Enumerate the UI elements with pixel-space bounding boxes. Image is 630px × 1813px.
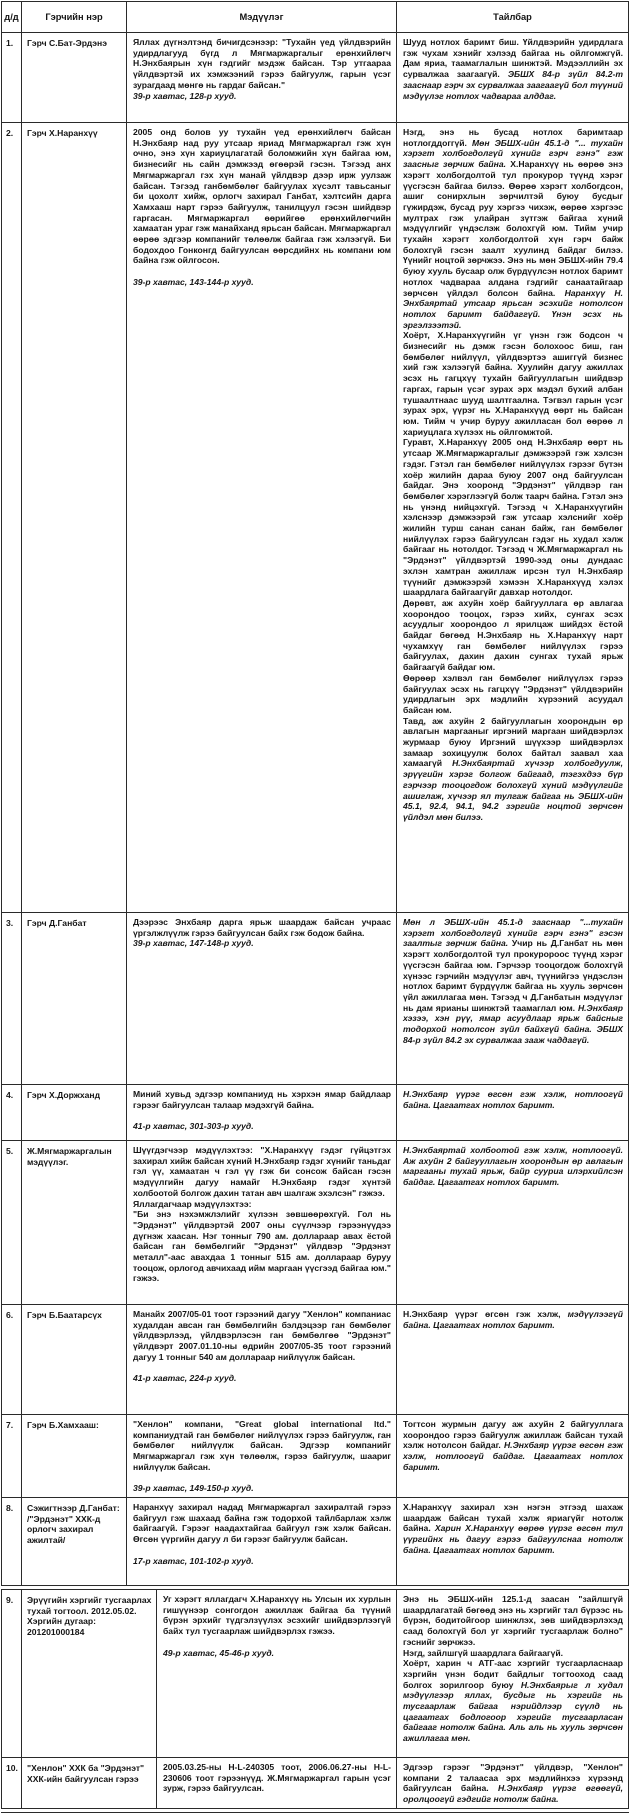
paragraph [133, 1110, 391, 1121]
comment-cell [397, 1085, 628, 1140]
comment-cell [397, 1498, 628, 1585]
paragraph: Н.Энхбаяр үүрэг өгсөн гэж хэлж, нотлоогүй байна. Цагаатгах нотлох баримт. [403, 1089, 623, 1110]
paragraph: 2005.03.25-ны H-L-240305 тоот, 2006.06.27-ны H-L-230606 тоот гэрээнүүд. Ж.Мягмаржаргал гарын үсэг зурж, гэрээ байгуулсан. [163, 1762, 391, 1794]
testimony-cell [127, 1305, 396, 1414]
paragraph: Энэ нь ЭБШХ-ийн 125.1-д заасан "зайлшгүй шаардлагатай бөгөөд энэ нь хэргийг тал бүрээс нь бүрэн, бодитойгоор шинжлэх, зөв шийдвэрлэхэд саад болохгүй бол уг хэргийг тусгаарлаж болно" гэснийг зөрчжээ. [403, 1594, 623, 1647]
testimony-cell [157, 1758, 396, 1808]
row-number: 3. [2, 913, 21, 1084]
comment-cell [397, 1758, 628, 1808]
paragraph: Шууд нотлох баримт биш. Үйлдвэрийн удирдлага гэж чухам хэнийг хэлээд байгаа нь ойлгомжгүй. Дам яриа, таамаглалын шинжтэй. Мэдээллийн эх сурвалжаа заагаагүй. ЭБШХ 84-р зүйл 84.2-т зааснаар гэрч эх сурвалжаа заагаагүй бол түүний мэдүүлэг нотлох чадвараа алддаг. [403, 37, 623, 101]
evidence-table-rows-1-8 [1, 1, 629, 1586]
paragraph [133, 266, 391, 277]
header-testimony: Мэдүүлэг [127, 2, 396, 32]
paragraph: Нэгд, зайлшгүй шаардлага байгаагүй. [403, 1647, 564, 1658]
header-num: д/д [2, 2, 21, 32]
paragraph: Эдгээр гэрээг "Эрдэнэт" үйлдвэр, "Хенлон" компани 2 талаасаа эрх мэдлийнхээ хүрээнд байгуулсан байна. Н.Энхбаяр үүрэг өгөөгүй, оролцоогүй гэдгийг нотолж байна. [403, 1762, 623, 1805]
testimony-cell [127, 1141, 396, 1304]
paragraph [133, 1363, 391, 1374]
testimony-cell [127, 33, 396, 122]
paragraph: Тавд, аж ахуйн 2 байгууллагын хоорондын өр авлагын маргааныг иргэний маргаан шийдвэрлэх журмаар буюу Иргэний шүүхээр шийдвэрлэх замаар зохицуулж болох байтал заавал хаа хамаагүй Н.Энхбаяртай хүчээр холбогдуулж, эрүүгийн хэрэг болгож байгаад, тэгэхдээ бүр гэрчээр тооцогдож болохгүй хүний мэдүүлгийг ашиглаж, хүчээр ял тулгаж байгаа нь ЭБШХ-ийн 45.1, 92.4, 94.1, 94.2 зэргийг ноцтой зөрчсөн үйлдэл мөн билээ. [403, 715, 623, 822]
comment-cell [397, 1415, 628, 1497]
row-number: 10. [2, 1758, 21, 1808]
paragraph [163, 1637, 391, 1648]
witness-name: Гэрч Х.Наранхүү [22, 123, 126, 912]
paragraph: Н.Энхбаяр үүрэг өгсөн гэж хэлж, мэдүүлээгүй байна. Цагаатгах нотлох баримт. [403, 1309, 623, 1330]
paragraph: Яллагдагчаар мэдүүлэхтээ: [133, 1198, 252, 1209]
paragraph: Гуравт, Х.Наранхүү 2005 онд Н.Энхбаяр өөрт нь утсаар Ж.Мягмаржаргалыг дэмжээрэй гэж хэлсэн гэдэг. Гэтэл ган бөмбөлөг нийлүүлэх гэрээг бүтэн хоёр жилийн дараа буюу 2007 онд байгуулсан байдаг. Энэ хооронд "Эрдэнэт" үйлдвэр ган бөмбөлөг хэрэглээгүй болж таарч байна. Гэтэл энэ нь үнэнд нийцэхгүй. Тэгээд ч Х.Наранхүүгийн хэлснээр дэмжээрэй гэж утсаар хэлснийг хоёр жилийн турш санан санан байж, ган бөмбөлөг нийлүүлэх гэрээ байгуулсан гэдэг нь худал хэлж байгааг нь нотолдог. Тэгээд ч Ж.Мягмаржаргал нь "Эрдэнэт" үйлдвэртэй 1990-ээд оны дундаас эхлэн хамтран ажиллаж ирсэн тул Н.Энхбаяр түүнийг дэмжээрэй хэмээн Х.Наранхүүд хэлэх шаардлага байгаагүйг давхар нотолдог. [403, 437, 623, 598]
witness-name: Ж.Мягмаржаргалын мэдүүлэг. [22, 1141, 126, 1304]
paragraph: Яллах дүгнэлтэнд бичигдсэнээр: "Тухайн үед үйлдвэрийн удирдлагууд бүгд л Мягмаржаргалыг ерөнхийлөгч Н.Энхбаярын хүн гэдгийг мэдэж байсан. Тэр утгаараа үйлдвэртэй их хэмжээний гэрээ байгуулж, гарын үсэг зурагдаад мөнгө нь гардаг байсан." [133, 37, 391, 90]
witness-name: Гэрч Д.Ганбат [22, 913, 126, 1084]
paragraph: 2005 онд болов уу тухайн үед ерөнхийлөгч байсан Н.Энхбаяр над руу утсаар яриад Мягмаржаргал гэж хүн очно, энэ хүн хариуцлагатай боломжийн хүн байгаа юм, бизнесийг нь сайн дэмжээд өгөөрэй гэсэн. Тэгээд анх Мягмаржаргал гэх хүн манай үйлдвэр дээр ирж уулзаж байсан. Тэгээд ганбөмбөлөг байгуулах хүсэлт тавьсаныг би цохолт хийж, орлогч захирал Ганбат, хэлтсийн дарга Хамхааш нарт гэрээ байгуулж, танилцуул гэсэн шийдвэр гаргасан. Мягмаржаргал өөрийгөө ерөнхийлөгчийн хамаатан ураг гэж манайханд ярьсан байсан. Мягмаржаргал өөрөө эдгээр компанийг төлөөлж байгаа гэж хэлээгүй. Би бодохдоо Гонконгд байгуулсан өөрсдийнх нь компани юм байна гэж ойлгосон. [133, 127, 391, 266]
paragraph: Дээрээс Энхбаяр дарга ярьж шаардаж байсан учраас үргэлжлүүлж гэрээ байгуулсан байх гэж бодож байна. [133, 917, 391, 938]
row-number: 4. [2, 1085, 21, 1140]
row-number: 7. [2, 1415, 21, 1497]
row-number: 6. [2, 1305, 21, 1414]
row-number: 1. [2, 33, 21, 122]
paragraph: Уг хэрэгт яллагдагч Х.Наранхүү нь Улсын их хурлын гишүүнээр сонгогдон ажиллаж байгаа ба түүний бүрэн эрхийг түдгэлзүүлэх эсэхийг шийдвэрлээгүй байх тул тусгаарлаж шийдвэрлэх гэжээ. [163, 1594, 391, 1637]
witness-name: Эрүүгийн хэргийг тусгаарлах тухай тогтоол. 2012.05.02. Хэргийн дугаар: 201201000184 [22, 1590, 156, 1757]
witness-name: Гэрч Б.Баатарсүх [22, 1305, 126, 1414]
paragraph: "Хенлон" компани, "Great global international ltd." компаниудтай ган бөмбөлөг нийлүүлэх гэрээ байгуулж, ган бөмбөлөг нийлүүлж байсан. Эдгээр компанийг Мягмаржаргал гэж хүн төлөөлж, гэрээ байгуулж, шаариг нийлүүлж байсан. [133, 1419, 391, 1472]
paragraph: Хоёрт, харин ч АТГ-аас хэргийг тусгаарласнаар хэргийн үнэн бодит байдлыг тогтооход саад болгох зорилгоор буюу Н.Энхбаярыг л худал мэдүүлгээр яллах, бусдыг нь хэргийг нь тусгаарлаж байгаа нэрийдлээр сүүлд нь цагаатгах бодлогоор хэргийг тусгаарласан байгааг нотолж байна. Аль аль нь хууль зөрчсөн ажиллагаа мөн. [403, 1658, 623, 1744]
paragraph: 41-р хавтас, 301-303-р хууд. [133, 1121, 254, 1132]
header-witness-name: Гэрчийн нэр [22, 2, 126, 32]
header-comment: Тайлбар [397, 2, 628, 32]
comment-cell [397, 123, 628, 912]
paragraph [133, 1545, 391, 1556]
comment-cell [397, 1141, 628, 1304]
paragraph: Өөрөөр хэлвэл ган бөмбөлөг нийлүүлэх гэрээ байгуулах эсэх нь гагцхүү "Эрдэнэт" үйлдвэрийн удирдлагын эрх мэдлийн хүрээний асуудал байсан юм. [403, 672, 623, 715]
testimony-cell [127, 1415, 396, 1497]
paragraph: 39-р хавтас, 128-р хууд. [133, 90, 237, 101]
paragraph: Мөн л ЭБШХ-ийн 45.1-д зааснаар "...тухайн хэрэгт холбогдолгүй хүнийг гэрч гэнэ" гэсэн заалтыг зөрчиж байна. Учир нь Д.Ганбат нь мөн хэрэгт холбогдолтой тул прокуророос түүнд хэрэг үүсгэсэн байгаа юм. Гэрчээр тооцогдож болохгүй хүнээс гэрчийн мэдүүлэг авч, түүнийгээ үндэслэн нотлох баримт бүрдүүлж байгаа нь хууль зөрчсөн үйл ажиллагаа мөн. Тэгээд ч Д.Ганбатын мэдүүлэг нь дам ярианы шинжтэй таамаглал юм. Н.Энхбаяр хэзээ, хэн рүү, ямар асуудлаар ярьж байсныг тодорхой нотолсон зүйл байхгүй байна. ЭБШХ 84-р зүйл 84.2 эх сурвалжаа зааж чаддагүй. [403, 917, 624, 1045]
witness-name: "Хенлон" ХХК ба "Эрдэнэт" ХХК-ийн байгуулсан гэрээ [22, 1758, 156, 1808]
comment-cell [397, 913, 628, 1084]
paragraph: 39-р хавтас, 143-144-р хууд. [133, 276, 254, 287]
paragraph: Манайх 2007/05-01 тоот гэрээний дагуу "Хенлон" компаниас худалдан авсан ган бөмбөлгийн бэлдэцээр ган бөмбөлөг үйлдвэрлээд, үйлдвэрлэсэн ган бөмбөлгөө "Эрдэнэт" үйлдвэрт 2007.01.10-ны өдрийн 2007/05-35 тоот гэрээний дагуу 1 тонныг 540 ам доллараар нийлүүлж байсан. [133, 1309, 391, 1362]
paragraph: 17-р хавтас, 101-102-р хууд. [133, 1555, 254, 1566]
paragraph: Наранхүү захирал надад Мягмаржаргал захиралтай гэрээ байгуул гэж шахаад байна гэж тодорхой тайлбарлаж хэлж байгаагүй. Гэрээг наадахтайгаа байгуул гэж хэлж байсан. Өгсөн үүргийн дагуу л би гэрээг байгуулж байсан. [133, 1502, 391, 1545]
witness-name: Гэрч Б.Хамхааш: [22, 1415, 126, 1497]
evidence-table-rows-9-10 [1, 1589, 629, 1809]
witness-name: Сэжигтнээр Д.Ганбат: /"Эрдэнэт" ХХК-д орлогч захирал ажилтай/ [22, 1498, 126, 1585]
comment-cell [397, 1590, 628, 1757]
paragraph: Нэгд, энэ нь бусад нотлох баримтаар нотлогддоггүй. Мөн ЭБШХ-ийн 45.1-д "... тухайн хэрэгт холбогдолгүй хүнийг гэрч гэнэ" гэж заасныг зөрчиж байна. Х.Наранхүү нь өөрөө энэ хэрэгт холбогдолтой тул прокурор түүнд хэрэг үүсгэсэн байгаа билээ. Өөрөө хэрэгт холбогдсон, ашиг сонирхлын зөрчилтэй буюу бусдыг гүжирдэж, бусад руу хэргээ чихэж, өөрөө хэргээс мултрах гэж улайран зүтгэж байгаа хүний мэдүүлгийг үндэслэж болохгүй юм. Тийм учир тухайн хэрэгт холбогдолтой хүн гэрч байж болохгүй гэсэн заалт хуулинд байдаг билээ. Үүнийг ноцтой зөрчжээ. Энэ нь мөн ЭБШХ-ийн 79.4 буюу хууль бусаар олж бүрдүүлсэн нотлох баримт нотлох чадвараа алдана гэдгийг санаатайгаар зөрчсөн үйлдэл болсон байна. Наранхүү Н. Энхбаяртай утсаар ярьсан эсэхийг нотолсон нотлох баримт байдаггүй. Үнэн эсэх нь эргэлзээтэй. [403, 127, 623, 330]
comment-cell [397, 33, 628, 122]
testimony-cell [127, 913, 396, 1084]
paragraph: "Би энэ нэхэмжлэлийг хүлээн зөвшөөрөхгүй. Гол нь "Эрдэнэт" үйлдвэртэй 2007 оны сүүлчээр гэрээнүүдээ дүгнэж хаасан. Нэг тонныг 790 ам. доллараар авах ёстой байсан ган бөмбөлгийг "Эрдэнэт" үйлдвэр "Эрдэнэт металл"-аас авахдаа 1 тонныг 515 ам. доллараар буруу тооцож, орлогод авчихаад ийм маргаан үүсгээд байгаа юм." гэжээ. [133, 1209, 391, 1284]
testimony-cell [127, 1498, 396, 1585]
paragraph: 39-р хавтас, 147-148-р хууд. [133, 938, 254, 949]
paragraph: Х.Наранхүү захирал хэн нэгэн этгээд шахаж шаардаж байсан тухай хэлж яриагүйг нотолж байна. Харин Х.Наранхүү өөрөө үүрэг өгсөн тул үүргийнх нь дагуу гэрээ байгуулснаа нотолж байна. Цагаатгах нотлох баримт. [403, 1502, 623, 1555]
witness-name: Гэрч Х.Доржханд [22, 1085, 126, 1140]
paragraph: Тогтсон журмын дагуу аж ахуйн 2 байгууллага хоорондоо гэрээ байгуулж ажиллаж байсан тухай хэлж нотолсон байдаг. Н.Энхбаяр үүрэг өгсөн гэж хэлж, нотлоогүй байдаг. Цагаатгах нотлох баримт. [403, 1419, 623, 1472]
row-number: 8. [2, 1498, 21, 1585]
paragraph: Хоёрт, Х.Наранхүүгийн үг үнэн гэж бодсон ч бизнесийг нь дэмж гэсэн болохоос биш, ган бөмбөлөг нийлүүл, үйлдвэртээ ашиггүй бизнес хий гэж хэлээгүй байна. Хуулийн дагуу ажиллах эсэх нь гагцхүү тухайн байгууллагын шийдвэр гаргах, гарын үсэг зурах эрх мэдэл бүхий албан тушаалтнаас шууд шалтгаална. Тэгвэл гарын үсэг зурах эрх, үүрэг нь Х.Наранхүүд өөрт нь байсан юм. Тийм ч учир буруу ажилласан бол өөрөө л хариуцлага хүлээх нь ойлгомжтой. [403, 330, 623, 437]
comment-cell [397, 1305, 628, 1414]
paragraph: 49-р хавтас, 45-46-р хууд. [163, 1647, 275, 1658]
testimony-cell [157, 1590, 396, 1757]
paragraph [133, 1473, 391, 1484]
paragraph: 41-р хавтас, 224-р хууд. [133, 1373, 237, 1384]
paragraph: 39-р хавтас, 149-150-р хууд. [133, 1483, 254, 1494]
paragraph: Миний хувьд эдгээр компаниуд нь хэрхэн ямар байдлаар гэрээг байгуулсан талаар мэдэхгүй байна. [133, 1089, 391, 1110]
row-number: 9. [2, 1590, 21, 1757]
paragraph: Дөрөвт, аж ахуйн хоёр байгууллага өр авлагаа хоорондоо тооцох, гэрээ хийх, сунгах эсэх асуудлыг хоорондоо л ярилцаж шийдэх ёстой байдаг бөгөөд Н.Энхбаяр нь Х.Наранхүү нарт чухамхүү ган бөмбөлөг нийлүүлэх гэрээ байгуулах, дахин дахин сунгах тухай ярьж байгаагүй байдаг юм. [403, 597, 623, 673]
testimony-cell [127, 123, 396, 912]
testimony-cell [127, 1085, 396, 1140]
row-number: 2. [2, 123, 21, 912]
witness-name: Гэрч С.Бат-Эрдэнэ [22, 33, 126, 122]
paragraph: Н.Энхбаяртай холбоотой гэж хэлж, нотлоогүй. Аж ахуйн 2 байгууллагын хоорондын өр авлагын маргааны тухай ярьж, байр сууриа илэрхийлсэн байдаг. Цагаатгах нотлох баримт. [403, 1145, 623, 1188]
row-number: 5. [2, 1141, 21, 1304]
paragraph: Шүүгдэгчээр мэдүүлэхтээ: "Х.Наранхүү гэдэг гүйцэтгэх захирал хийж байсан хүний Н.Энхбаяр гэдэг хүнийг таньдаг гэл үү, хамаатан ч гэл үү гэж би сонсож байсан гэсэн мэдүүлгийн дагуу намайг Н.Энхбаяр гэдэг хүнтэй холбоотой болгож дахин татан авч шалгаж эхэлсэн" гэжээ. [133, 1145, 391, 1198]
